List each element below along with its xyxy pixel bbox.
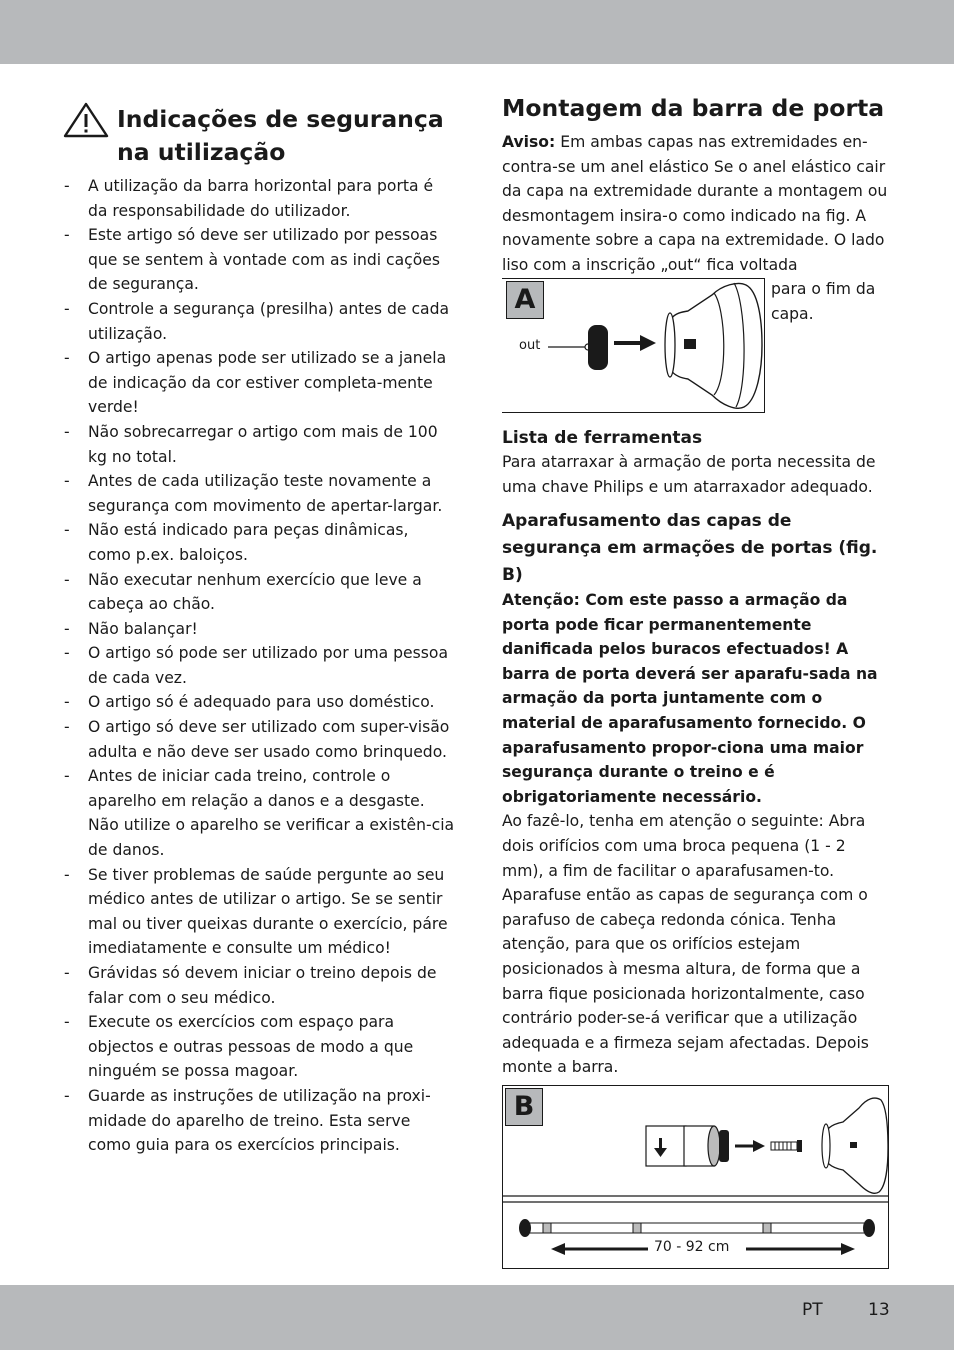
list-item: - Se tiver problemas de saúde pergunte ao seu médico antes de utilizar o artigo. Se se sentir mal ou tiver queixas durante o exercício, páre imediatamente e consulte um médico!	[63, 863, 455, 961]
list-item: - Execute os exercícios com espaço para objectos e outras pessoas de modo a que ninguém se possa magoar.	[63, 1010, 455, 1084]
list-item: - O artigo só deve ser utilizado com super-visão adulta e não deve ser usado como brinquedo.	[63, 715, 455, 764]
top-band	[0, 0, 954, 64]
list-item: - Não executar nenhum exercício que leve a cabeça ao chão.	[63, 568, 455, 617]
list-item: - Não balançar!	[63, 617, 455, 642]
attention-text: Atenção: Com este passo a armação da porta pode ficar permanentemente danificada pelos buracos efectuados! A barra de porta deverá ser aparafu-sada na armação da porta juntamente com o material de aparafusamento fornecido. O aparafusamento propor-ciona uma maior segurança durante o treino e é obrigatoriamente necessário.	[502, 591, 878, 806]
list-item: - O artigo só é adequado para uso doméstico.	[63, 690, 455, 715]
figure-a	[502, 278, 765, 413]
footer-page-number: 13	[868, 1300, 890, 1320]
list-item: - Guarde as instruções de utilização na proxi-midade do aparelho de treino. Esta serve como guia para os exercícios principais.	[63, 1084, 455, 1158]
figure-a-drawing	[502, 279, 764, 412]
aviso-tail: para o fim da capa.	[771, 280, 876, 323]
list-item: - Este artigo só deve ser utilizado por pessoas que se sentem à vontade com as indi cações de segurança.	[63, 223, 455, 297]
list-item: - O artigo apenas pode ser utilizado se a janela de indicação da cor estiver completa-mente verde!	[63, 346, 455, 420]
steps-text: Ao fazê-lo, tenha em atenção o seguinte: Abra dois orifícios com uma broca pequena (1 - 2 mm), a fim de facilitar o aparafusamen-to. Aparafuse então as capas de segurança com o parafuso de cabeça redonda cónica. Tenha atenção, para que os orifícios estejam posicionados à mesma altura, de forma que a barra fique posicionada horizontalmente, caso contrário poder-se-á verificar que a utilização adequada e a firmeza sejam afectadas. Depois monte a barra.	[502, 812, 869, 1077]
list-item: - O artigo só pode ser utilizado por uma pessoa de cada vez.	[63, 641, 455, 690]
footer-language: PT	[802, 1300, 823, 1320]
list-item: - Controle a segurança (presilha) antes de cada utilização.	[63, 297, 455, 346]
aviso-text: Em ambas capas nas extremidades en-contra-se um anel elástico Se o anel elástico cair da capa na extremidade durante a montagem ou desmontagem insira-o como indicado na fig. A novamente sobre a capa na extremidade. O lado liso com a inscrição „out“ fica voltada	[502, 133, 888, 274]
aviso-paragraph	[502, 130, 894, 278]
mounting-heading: Montagem da barra de porta	[502, 94, 885, 122]
aviso-label: Aviso:	[502, 133, 556, 151]
safety-heading-line1: Indicações de segurança	[117, 105, 444, 133]
safety-list	[63, 174, 455, 1158]
figure-b-range-label: 70 - 92 cm	[654, 1239, 730, 1255]
screw-heading: Aparafusamento das capas de segurança em armações de portas (fig. B)	[502, 511, 878, 585]
safety-heading	[117, 103, 457, 169]
figure-b-label: B	[505, 1088, 543, 1126]
list-item: - Não sobrecarregar o artigo com mais de 100 kg no total.	[63, 420, 455, 469]
figure-a-label: A	[506, 281, 544, 319]
figure-a-out-label: out	[519, 338, 541, 353]
list-item: - Não está indicado para peças dinâmicas, como p.ex. baloiços.	[63, 518, 455, 567]
list-item: - Antes de cada utilização teste novamente a segurança com movimento de apertar-largar.	[63, 469, 455, 518]
tools-heading: Lista de ferramentas	[502, 428, 703, 448]
screw-section	[502, 508, 894, 1080]
list-item: - A utilização da barra horizontal para porta é da responsabilidade do utilizador.	[63, 174, 455, 223]
tools-text: Para atarraxar à armação de porta necessita de uma chave Philips e um atarraxador adequado.	[502, 453, 876, 496]
list-item: - Grávidas só devem iniciar o treino depois de falar com o seu médico.	[63, 961, 455, 1010]
safety-heading-line2: na utilização	[117, 138, 286, 166]
tools-section	[502, 425, 894, 499]
list-item: - Antes de iniciar cada treino, controle o aparelho em relação a danos e a desgaste. Não utilize o aparelho se verificar a existên-cia de danos.	[63, 764, 455, 862]
figure-b	[502, 1085, 889, 1269]
warning-icon	[63, 102, 109, 138]
